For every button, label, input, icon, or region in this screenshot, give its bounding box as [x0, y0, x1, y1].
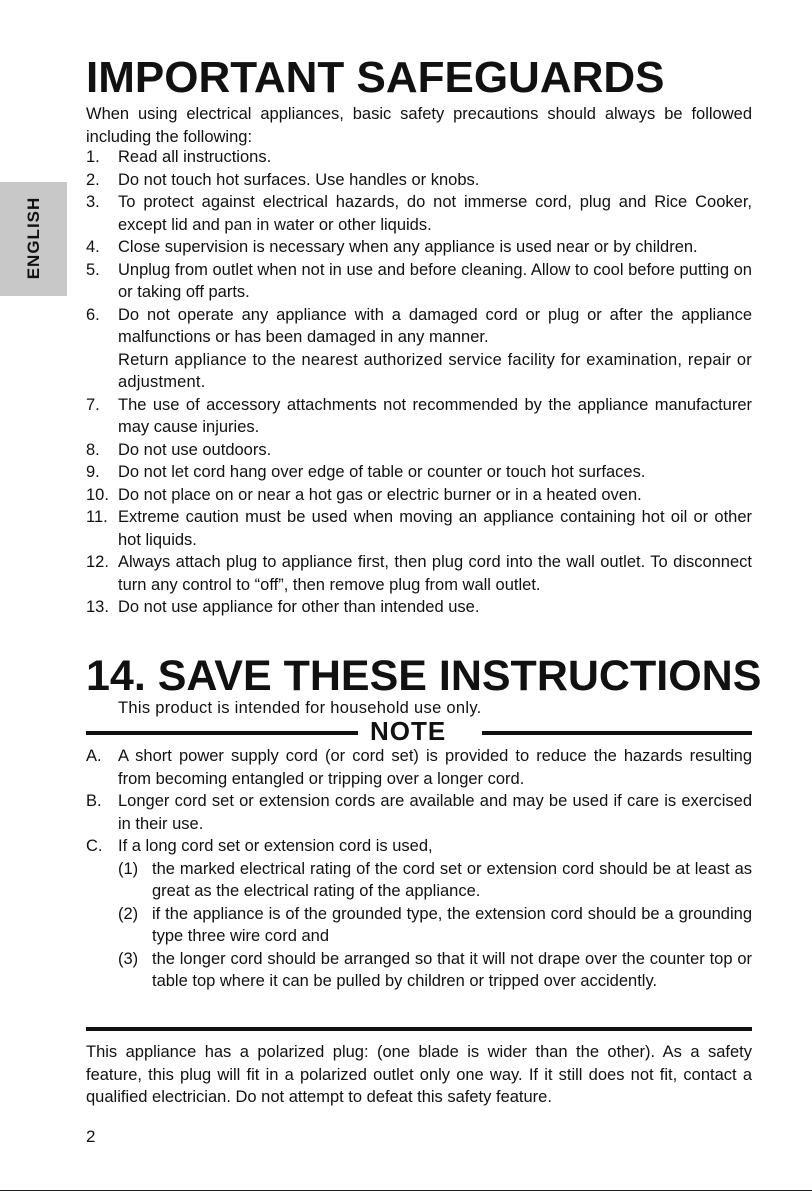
- subitem-number: (1): [118, 859, 139, 878]
- safeguard-item: [86, 394, 752, 439]
- subitem-text: the marked electrical rating of the cord set or extension cord should be at least as great as the electrical rating of the appliance.: [152, 859, 752, 900]
- item-text: The use of accessory attachments not recommended by the appliance manufacturer may cause injuries.: [118, 395, 752, 436]
- item-number: 6.: [86, 305, 100, 324]
- page-bottom-edge: [0, 1190, 812, 1191]
- safeguard-item: [86, 506, 752, 551]
- safeguards-list: [86, 146, 752, 619]
- note-text: Longer cord set or extension cords are available and may be used if care is exercised in their use.: [118, 792, 752, 833]
- safeguard-item: [86, 169, 752, 192]
- item-text: Do not let cord hang over edge of table or counter or touch hot surfaces.: [118, 463, 646, 481]
- item-text: Extreme caution must be used when moving an appliance containing hot oil or other hot liquids.: [118, 508, 752, 549]
- item-number: 2.: [86, 170, 100, 189]
- item-text: Do not place on or near a hot gas or electric burner or in a heated oven.: [118, 485, 642, 504]
- item-number: 10.: [86, 485, 109, 504]
- item-text: Unplug from outlet when not in use and before cleaning. Allow to cool before putting on or taking off parts.: [118, 260, 752, 301]
- item-number: 1.: [86, 148, 100, 166]
- safeguard-item: [86, 259, 752, 304]
- note-letter: A.: [86, 747, 102, 765]
- save-instructions-heading: 14. SAVE THESE INSTRUCTIONS: [86, 652, 762, 700]
- page-number: 2: [86, 1127, 96, 1146]
- item-number: 11.: [86, 508, 108, 526]
- note-item: [86, 835, 752, 993]
- subitem-text: the longer cord should be arranged so that it will not drape over the counter top or table top where it can be pulled by children or tripped over accidently.: [152, 949, 752, 990]
- item-extra-text: Return appliance to the nearest authorized service facility for examination, repair or adjustment.: [118, 350, 752, 391]
- note-sublist: [118, 858, 752, 993]
- item-number: 3.: [86, 193, 100, 211]
- polarized-plug-notice: This appliance has a polarized plug: (one blade is wider than the other). As a safety feature, this plug will fit in a polarized outlet only one way. If it still does not fit, contact a qualified electrician. Do not attempt to defeat this safety feature.: [86, 1043, 752, 1106]
- note-subitem: [118, 948, 752, 993]
- note-list: [86, 745, 752, 993]
- item-text: Read all instructions.: [118, 148, 272, 166]
- item-number: 5.: [86, 260, 100, 279]
- intro-paragraph: When using electrical appliances, basic safety precautions should always be followed including the following:: [86, 105, 752, 146]
- safeguard-item: [86, 304, 752, 394]
- note-text: A short power supply cord (or cord set) is provided to reduce the hazards resulting from becoming entangled or tripping over a longer cord.: [118, 747, 752, 788]
- item-number: 7.: [86, 395, 100, 414]
- note-divider-right: [482, 731, 752, 735]
- item-text: Do not touch hot surfaces. Use handles or knobs.: [118, 170, 480, 189]
- language-tab-label: ENGLISH: [24, 196, 43, 280]
- item-text: Always attach plug to appliance first, then plug cord into the wall outlet. To disconnect turn any control to “off”, then remove plug from wall outlet.: [118, 553, 752, 594]
- household-use-note: This product is intended for household use only.: [118, 699, 482, 717]
- subitem-number: (2): [118, 904, 139, 923]
- item-text: To protect against electrical hazards, do not immerse cord, plug and Rice Cooker, except lid and pan in water or other liquids.: [118, 193, 752, 234]
- language-tab: [0, 182, 67, 296]
- page-title: IMPORTANT SAFEGUARDS: [86, 53, 665, 102]
- safeguard-item: [86, 484, 752, 507]
- item-text: Close supervision is necessary when any appliance is used near or by children.: [118, 238, 698, 256]
- note-letter: C.: [86, 837, 103, 855]
- safeguard-item: [86, 461, 752, 484]
- item-number: 9.: [86, 463, 100, 481]
- safeguard-item: [86, 191, 752, 236]
- note-text: If a long cord set or extension cord is used,: [118, 837, 433, 855]
- item-text: Do not use outdoors.: [118, 440, 272, 459]
- safeguard-item: [86, 439, 752, 462]
- safeguard-item: [86, 146, 752, 169]
- note-subitem: [118, 858, 752, 903]
- note-item: [86, 790, 752, 835]
- note-heading: NOTE: [370, 716, 447, 746]
- item-number: 12.: [86, 553, 109, 571]
- subitem-number: (3): [118, 949, 139, 968]
- note-item: [86, 745, 752, 790]
- note-divider-left: [86, 731, 358, 735]
- item-number: 4.: [86, 238, 100, 256]
- subitem-text: if the appliance is of the grounded type, the extension cord should be a grounding type three wire cord and: [152, 904, 752, 945]
- note-letter: B.: [86, 792, 102, 810]
- note-subitem: [118, 903, 752, 948]
- section-divider: [86, 1027, 752, 1031]
- item-number: 8.: [86, 440, 100, 459]
- item-number: 13.: [86, 598, 109, 616]
- safeguard-item: [86, 596, 752, 619]
- safeguard-item: [86, 236, 752, 259]
- item-text: Do not use appliance for other than intended use.: [118, 598, 480, 616]
- safeguard-item: [86, 551, 752, 596]
- item-text: Do not operate any appliance with a damaged cord or plug or after the appliance malfunctions or has been damaged in any manner.: [118, 305, 752, 346]
